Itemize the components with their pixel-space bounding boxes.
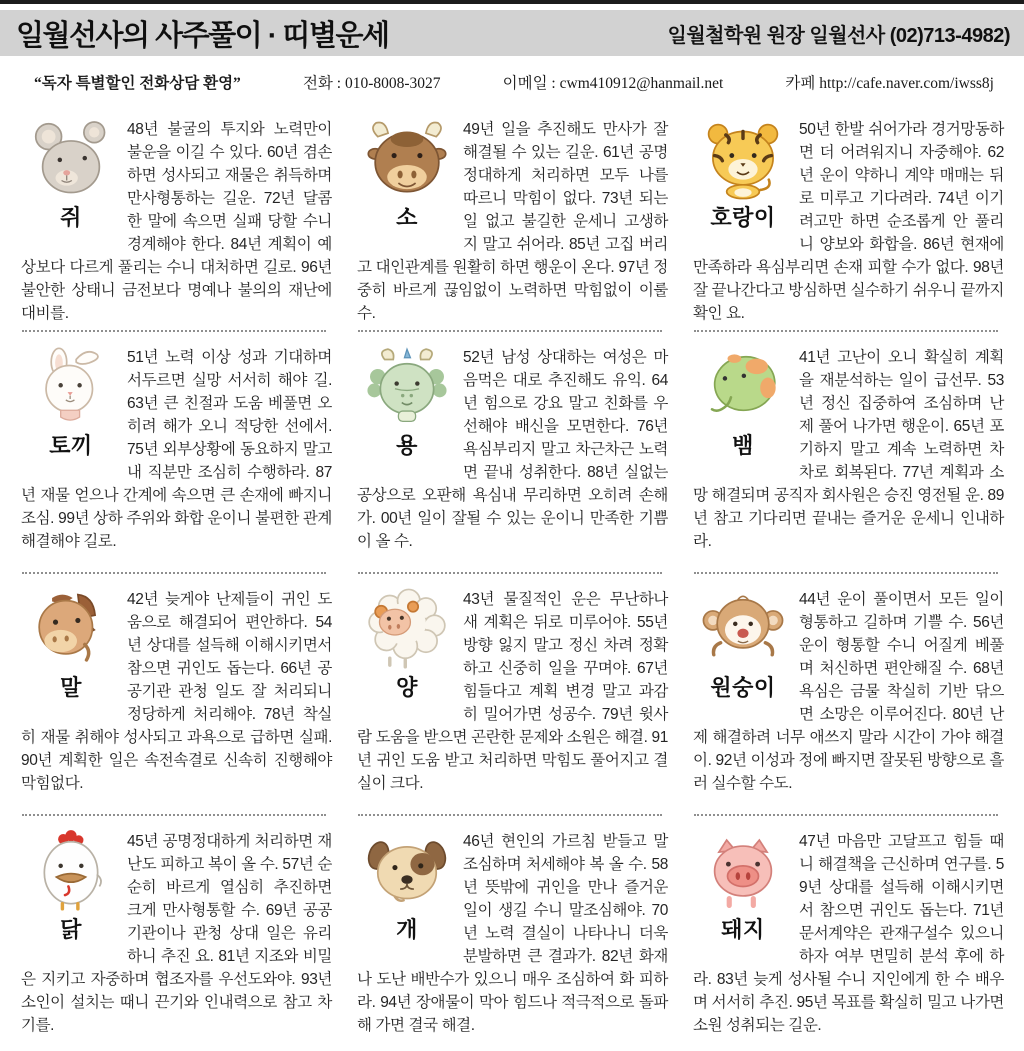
- pig-icon: [700, 830, 786, 912]
- fortune-text-pig: 47년 마음만 고달프고 힘들 때니 해결책을 근신하며 연구를. 59년 상대를 설득해 이해시키면서 참으면 귀인도 돕는다. 71년 문서계약은 관재구설수 있으니 하자 여부 면밀히 분석 후에 하라. 83년 늦게 성사될 수니 지인에게 한 수 배우며 서서히 추진. 95년 목표를 확실히 밀고 나가면 소원 성취되는 길운.: [693, 833, 1004, 1034]
- page-title: 일월선사의 사주풀이 · 띠별운세: [16, 19, 389, 52]
- fortune-text-rabbit: 51년 노력 이상 성과 기대하며 서두르면 실망 서서히 해야 길. 63년 큰 친절과 도움 베풀면 오히려 해가 오니 적당한 선에서. 75년 외부상황에 동요하지 말고 내 직분만 조심히 수행하라. 87년 재물 얻으나 간계에 속으면 큰 손재에 빠지니 조심. 99년 상하 주위와 화합 운이니 불편한 관계 해결해야 길로.: [21, 349, 332, 550]
- zodiac-cell-dog: [352, 816, 672, 1037]
- rabbit-icon: [28, 346, 114, 428]
- animal-name-sheep: 양: [396, 675, 418, 700]
- zodiac-cell-rat: [16, 104, 336, 332]
- fortune-text-rooster: 45년 공명정대하게 처리하면 재난도 피하고 복이 올 수. 57년 순순히 바르게 열심히 추진하면 크게 만사형통할 수. 69년 공공기관이나 관청 상대 일은 유리하니 추진 요. 81년 지조와 비밀은 지키고 자중하며 협조자를 우선도와야. 93년 소인이 설치는 때니 끈기와 인내력으로 참고 차기를.: [21, 833, 332, 1034]
- masthead-contact: 일월철학원 원장 일월선사 (02)713-4982): [667, 24, 1010, 47]
- cafe-url: 카페 http://cafe.naver.com/iwss8j: [785, 75, 994, 92]
- animal-name-pig: 돼지: [721, 917, 765, 942]
- zodiac-cell-snake: [688, 332, 1008, 574]
- rabbit-figure: [21, 346, 121, 460]
- dragon-figure: [357, 346, 457, 460]
- fortune-text-tiger: 50년 한발 쉬어가라 경거망동하면 더 어려워지니 자중해야. 62년 운이 약하니 계약 매매는 뒤로 미루고 기다려라. 74년 이기려고만 하면 순조롭게 안 풀리니 양보와 화합을. 86년 현재에 만족하라 욕심부리면 손재 피할 수가 없다. 98년 잘 끝나간다고 방심하면 실수하기 쉬우니 끝까지 확인 요.: [693, 121, 1004, 322]
- fortune-text-dragon: 52년 남성 상대하는 여성은 마음먹은 대로 추진해도 유익. 64년 힘으로 강요 말고 친화를 우선해야 배신을 모면한다. 76년 욕심부리지 말고 차근차근 노력 면 끝내 성취한다. 88년 실없는 공상으로 오판해 욕심내 무리하면 오히려 손해가. 00년 일이 잘될 수 있는 운이니 만족한 기쁨이 올 수.: [357, 349, 668, 550]
- tiger-figure: [693, 118, 793, 232]
- animal-name-rat: 쥐: [60, 205, 82, 230]
- ox-icon: [364, 118, 450, 200]
- animal-name-tiger: 호랑이: [710, 205, 776, 230]
- tiger-icon: [700, 118, 786, 200]
- horse-figure: [21, 588, 121, 702]
- rooster-icon: [28, 830, 114, 912]
- fortune-text-ox: 49년 일을 추진해도 만사가 잘 해결될 수 있는 길운. 61년 공명정대하게 처리하면 모두 나를 따르니 막힘이 없다. 73년 되는 일 없고 불길한 운세니 고생하지 말고 쉬어라. 85년 고집 버리고 대인관계를 원활히 하면 행운이 온다. 97년 정중히 바르게 끊임없이 노력하면 막힘없이 이룰 수.: [357, 121, 668, 322]
- animal-name-horse: 말: [60, 675, 82, 700]
- snake-icon: [700, 346, 786, 428]
- email-address: 이메일 : cwm410912@hanmail.net: [502, 75, 724, 92]
- pig-figure: [693, 830, 793, 944]
- rat-figure: [21, 118, 121, 232]
- dog-icon: [364, 830, 450, 912]
- zodiac-cell-rabbit: [16, 332, 336, 574]
- ox-figure: [357, 118, 457, 232]
- zodiac-cell-ox: [352, 104, 672, 332]
- fortune-text-dog: 46년 현인의 가르침 받들고 말조심하며 처세해야 복 올 수. 58년 뜻밖에 귀인을 만나 즐거운 일이 생길 수니 말조심해야. 70년 노력 결실이 나타나니 더욱 분발하면 큰 결과가. 82년 화재나 도난 배반수가 있으니 매우 조심하여 화 피하라. 94년 장애물이 막아 힘드나 적극적으로 돌파해 가면 결국 해결.: [357, 833, 668, 1034]
- fortune-text-rat: 48년 불굴의 투지와 노력만이 불운을 이길 수 있다. 60년 겸손하면 성사되고 재물은 취득하며 만사형통하는 길운. 72년 달콤한 말에 속으면 실패 당할 수니 경계해야 한다. 84년 계획이 예상보다 다르게 풀리는 수니 대처하면 길로. 96년 불안한 상태니 금전보다 명예나 불의의 재난에 대비를.: [21, 121, 332, 322]
- animal-name-rabbit: 토끼: [49, 433, 93, 458]
- promo-quote: “독자 특별할인 전화상담 환영”: [34, 75, 241, 92]
- dog-figure: [357, 830, 457, 944]
- animal-name-ox: 소: [396, 205, 418, 230]
- fortune-text-sheep: 43년 물질적인 운은 무난하나 새 계획은 뒤로 미루어야. 55년 방향 잃지 말고 정신 차려 정확하고 신중히 일을 꾸며야. 67년 힘들다고 계획 변경 말고 과감히 밀어가면 성공수. 79년 윗사람 도움을 받으면 곤란한 문제와 소원은 해결. 91년 귀인 도움 받고 처리하면 막힘도 풀어지고 결실이 크다.: [357, 591, 668, 792]
- zodiac-grid: [0, 104, 1024, 1037]
- monkey-icon: [700, 588, 786, 670]
- sheep-icon: [364, 588, 450, 670]
- monkey-figure: [693, 588, 793, 702]
- sheep-figure: [357, 588, 457, 702]
- animal-name-monkey: 원숭이: [710, 675, 776, 700]
- masthead: [0, 10, 1024, 56]
- dragon-icon: [364, 346, 450, 428]
- zodiac-cell-tiger: [688, 104, 1008, 332]
- rat-icon: [28, 118, 114, 200]
- zodiac-cell-dragon: [352, 332, 672, 574]
- zodiac-cell-sheep: [352, 574, 672, 816]
- animal-name-snake: 뱀: [732, 433, 754, 458]
- contact-row: [34, 71, 994, 91]
- top-rule: [0, 0, 1024, 4]
- zodiac-cell-monkey: [688, 574, 1008, 816]
- rooster-figure: [21, 830, 121, 944]
- animal-name-dragon: 용: [396, 433, 418, 458]
- fortune-text-snake: 41년 고난이 오니 확실히 계획을 재분석하는 일이 급선무. 53년 정신 집중하여 조심하며 난제 풀어 나가면 행운이. 65년 포기하지 말고 계속 노력하면 차차로 회복된다. 77년 계획과 소망 해결되며 공직자 회사원은 승진 영전될 운. 89년 참고 기다리면 끝내는 즐거운 운세니 인내하라.: [693, 349, 1004, 550]
- phone-number: 전화 : 010-8008-3027: [302, 75, 441, 92]
- zodiac-cell-pig: [688, 816, 1008, 1037]
- fortune-text-monkey: 44년 운이 풀이면서 모든 일이 형통하고 길하며 기쁠 수. 56년 운이 형통할 수니 어질게 베풀며 처신하면 편안해질 수. 68년 욕심은 금물 착실히 기반 닦으면 소망은 이루어진다. 80년 난제 해결하려 너무 애쓰지 말라 시간이 가야 해결이. 92년 이성과 정에 빠지면 잘못된 방향으로 흘러 실수할 수도.: [693, 591, 1004, 792]
- animal-name-rooster: 닭: [60, 917, 82, 942]
- zodiac-cell-rooster: [16, 816, 336, 1037]
- fortune-text-horse: 42년 늦게야 난제들이 귀인 도움으로 해결되어 편안하다. 54년 상대를 설득해 이해시키면서 참으면 귀인도 돕는다. 66년 공공기관 관청 일도 잘 처리되니 정당하게 처리해야. 78년 착실히 재물 취해야 성사되고 과욕으로 급하면 실패. 90년 계획한 일은 속전속결로 신속히 진행해야 막힘없다.: [21, 591, 332, 792]
- animal-name-dog: 개: [396, 917, 418, 942]
- zodiac-cell-horse: [16, 574, 336, 816]
- horse-icon: [28, 588, 114, 670]
- snake-figure: [693, 346, 793, 460]
